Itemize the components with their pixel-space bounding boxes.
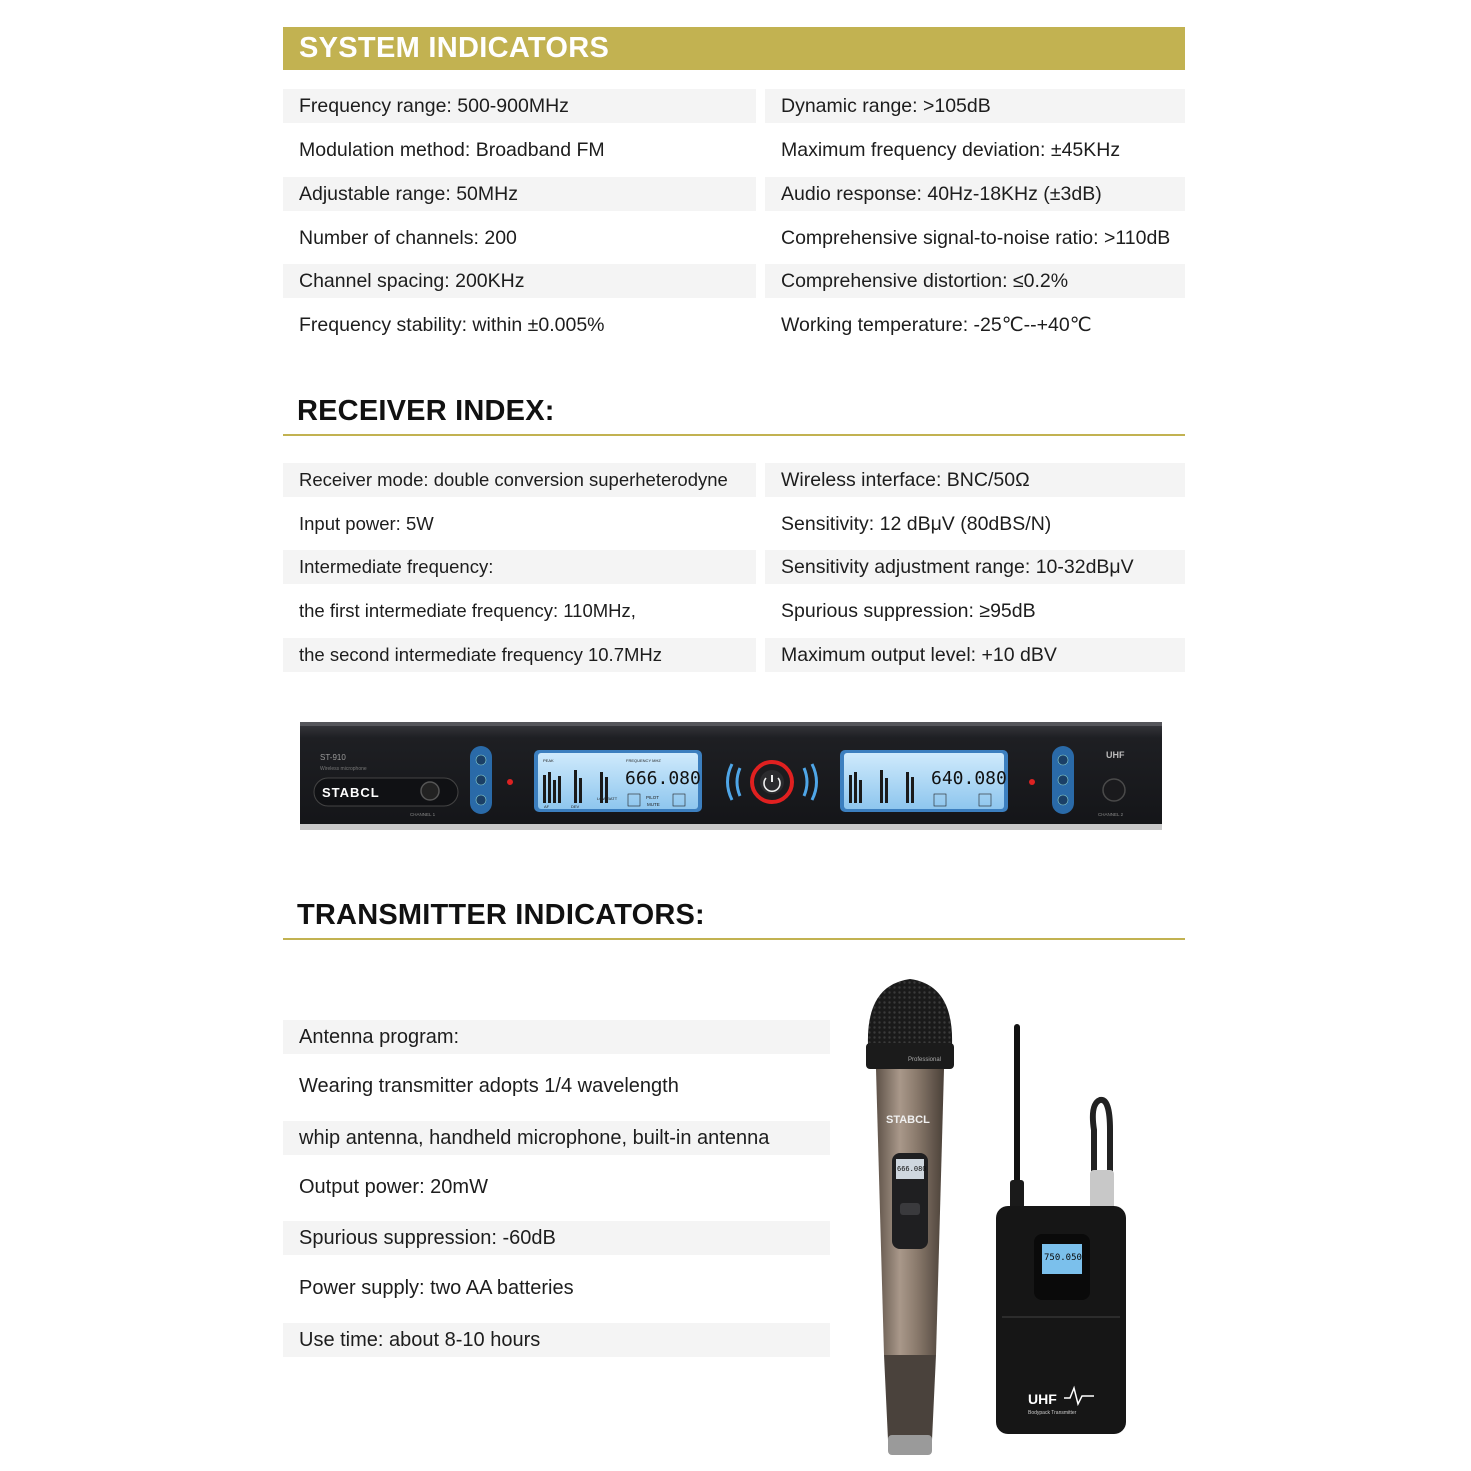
bodypack-uhf-badge: UHF <box>1028 1391 1057 1407</box>
spec-text: Antenna program: <box>299 1025 460 1048</box>
spec-text: Audio response: 40Hz-18KHz (±3dB) <box>781 182 1102 205</box>
transmitter-indicators-title: TRANSMITTER INDICATORS: <box>297 899 705 931</box>
spec-text: Use time: about 8-10 hours <box>299 1328 541 1351</box>
ir-sensor-icon <box>507 779 513 785</box>
receiver-index-title: RECEIVER INDEX: <box>297 395 555 427</box>
spec-text: Input power: 5W <box>299 513 434 534</box>
spec-row <box>765 550 1185 584</box>
mic-lcd-frequency: 666.080 <box>897 1165 927 1173</box>
spec-row <box>283 133 756 167</box>
spec-row <box>765 308 1185 342</box>
spec-row <box>283 308 756 342</box>
spec-text: Maximum output level: +10 dBV <box>781 643 1057 666</box>
spec-row <box>283 507 756 541</box>
spec-row <box>283 221 756 255</box>
spec-text: Wearing transmitter adopts 1/4 wavelength <box>299 1074 679 1097</box>
whip-antenna <box>1014 1024 1020 1194</box>
spec-row <box>283 463 756 497</box>
spec-text: Frequency range: 500-900MHz <box>299 94 569 117</box>
spec-text: Maximum frequency deviation: ±45KHz <box>781 138 1121 161</box>
mic-grille <box>868 979 952 1045</box>
spec-row <box>765 221 1185 255</box>
spec-text: Comprehensive signal-to-noise ratio: >110dB <box>781 226 1171 249</box>
bodypack-sub-label: Bodypack Transmitter <box>1028 1410 1077 1416</box>
lcd-1-frequency: 666.080 <box>625 768 701 789</box>
spec-row <box>283 1170 830 1204</box>
channel-1-label: CHANNEL 1 <box>410 812 436 817</box>
spec-row <box>765 507 1185 541</box>
spec-row <box>283 1020 830 1054</box>
spec-row <box>283 1069 830 1103</box>
lcd-frequency-header: FREQUENCY MHZ <box>626 758 661 763</box>
lcd-2-frequency: 640.080 <box>931 768 1007 789</box>
spec-row <box>283 1323 830 1357</box>
spec-row <box>283 1221 830 1255</box>
spec-text: Sensitivity adjustment range: 10-32dBμV <box>781 555 1134 578</box>
spec-row <box>765 264 1185 298</box>
spec-row <box>283 594 756 628</box>
spec-row <box>283 177 756 211</box>
spec-text: Output power: 20mW <box>299 1175 488 1198</box>
spec-text: Dynamic range: >105dB <box>781 94 991 117</box>
spec-text: Comprehensive distortion: ≤0.2% <box>781 269 1069 292</box>
receiver-brand-logo: STABCL <box>322 785 380 800</box>
bodypack-transmitter-image <box>990 1020 1130 1440</box>
handheld-microphone-image <box>862 975 958 1460</box>
spec-text: whip antenna, handheld microphone, built-in antenna <box>299 1126 770 1149</box>
spec-text: Power supply: two AA batteries <box>299 1276 574 1299</box>
mic-base-cap <box>888 1435 932 1455</box>
channel-2-label: CHANNEL 2 <box>1098 812 1124 817</box>
mic-brand-logo: STABCL <box>886 1114 930 1126</box>
spec-row <box>283 638 756 672</box>
lcd-mute-label: MUTE <box>647 802 660 807</box>
spec-text: the first intermediate frequency: 110MHz, <box>299 600 636 621</box>
uhf-badge: UHF <box>1106 750 1125 760</box>
system-indicators-banner <box>283 27 1185 70</box>
spec-row <box>765 133 1185 167</box>
lcd-dev-label: DEV <box>571 804 580 809</box>
spec-text: Frequency stability: within ±0.005% <box>299 313 605 336</box>
volume-knob-1 <box>421 782 439 800</box>
ir-sensor-icon <box>1029 779 1035 785</box>
spec-row <box>283 89 756 123</box>
system-indicators-title: SYSTEM INDICATORS <box>299 32 610 64</box>
up-button-icon <box>476 775 486 785</box>
spec-row <box>765 638 1185 672</box>
spec-text: Intermediate frequency: <box>299 556 494 577</box>
lcd-pilot-label: PILOT <box>646 795 660 800</box>
spec-text: Wireless interface: BNC/50Ω <box>781 468 1030 491</box>
receiver-index-heading <box>283 390 1185 436</box>
bodypack-lcd-frequency: 750.050 <box>1044 1253 1082 1263</box>
spec-text: Working temperature: -25℃--+40℃ <box>781 314 1092 336</box>
spec-text: Modulation method: Broadband FM <box>299 138 605 161</box>
lcd-low-batt-label: LOW BATT <box>597 796 618 801</box>
spec-text: Number of channels: 200 <box>299 226 517 249</box>
receiver-model-sub: Wireless microphone <box>320 766 367 772</box>
spec-row <box>283 1271 830 1305</box>
spec-row <box>283 550 756 584</box>
down-button-icon <box>476 795 486 805</box>
spec-text: the second intermediate frequency 10.7MHz <box>299 644 663 665</box>
spec-row <box>765 89 1185 123</box>
receiver-model-label: ST-910 <box>320 753 346 762</box>
spec-row <box>765 463 1185 497</box>
spec-row <box>283 1121 830 1155</box>
spec-row <box>765 594 1185 628</box>
spec-text: Receiver mode: double conversion superheterodyne <box>299 469 728 490</box>
spec-text: Adjustable range: 50MHz <box>299 182 518 205</box>
lcd-af-label: AF <box>544 804 550 809</box>
mic-power-switch <box>900 1203 920 1215</box>
spec-text: Spurious suppression: -60dB <box>299 1226 556 1249</box>
transmitter-indicators-heading <box>283 894 1185 940</box>
volume-knob-2 <box>1103 779 1125 801</box>
spec-text: Spurious suppression: ≥95dB <box>781 599 1036 622</box>
spec-text: Sensitivity: 12 dBμV (80dBS/N) <box>781 512 1052 535</box>
mic-ring-text: Professional <box>908 1057 942 1063</box>
lcd-peak-label: PEAK <box>543 758 554 763</box>
spec-row <box>765 177 1185 211</box>
spec-text: Channel spacing: 200KHz <box>299 269 525 292</box>
receiver-unit-image <box>300 720 1162 832</box>
spec-row <box>283 264 756 298</box>
set-button-icon <box>476 755 486 765</box>
